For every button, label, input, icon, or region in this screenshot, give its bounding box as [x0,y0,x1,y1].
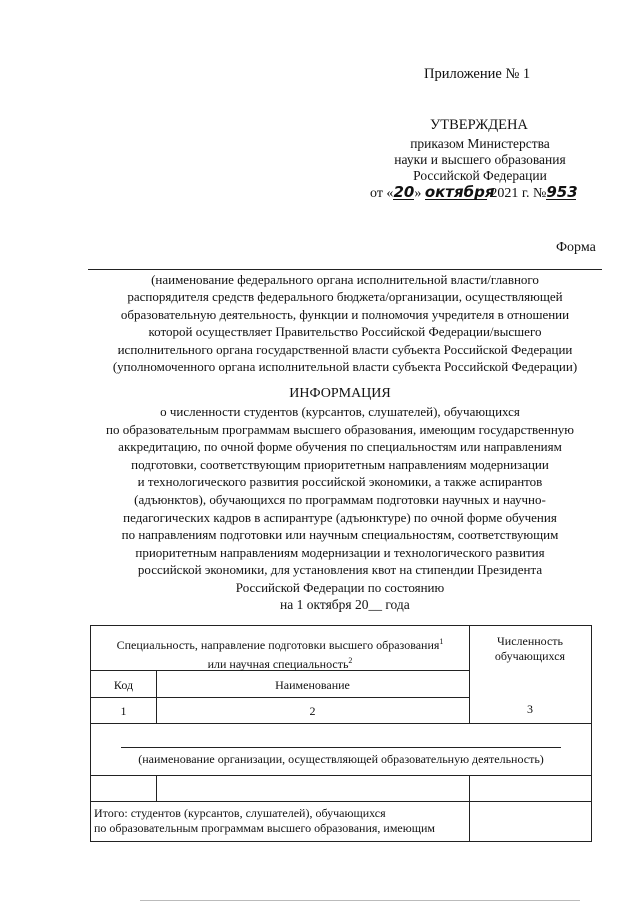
header-specialty: Специальность, направление подготовки высшего образования$^1$ или научная специальность$^2$ [116,637,444,671]
info-line: педагогических кадров в аспирантуре (адъюнктуре) по очной форме обучения [123,509,557,525]
info-line: Российской Федерации по состоянию [235,579,445,595]
quota-table [90,625,592,842]
info-line: по направлениям подготовки или научным специальностям, соответствующим [121,527,559,543]
caption-line: (уполномоченного органа исполнительной власти субъекта Российской Федерации) [112,359,578,375]
date-line: на 1 октября 20__ года [280,597,410,612]
org-name-line [121,747,561,748]
info-line: (адъюнктов), обучающихся по программам подготовки научных и научно- [134,491,546,507]
caption-line: распорядителя средств федерального бюджета/организации, осуществляющей [127,289,563,305]
caption-line: исполнительного органа государственной власти субъекта Российской Федерации [117,341,573,357]
info-line: подготовки, соответствующим приоритетным направлениям модернизации [131,456,549,472]
table-divider [469,801,470,841]
approval-line: приказом Министерства [410,136,550,151]
caption-line: которой осуществляет Правительство Российской Федерации/высшего [148,324,542,340]
table-divider [156,775,157,801]
info-line: по образовательным программам высшего образования, имеющим государственную [105,421,575,437]
info-line: о численности студентов (курсантов, слушателей), обучающихся [160,404,520,419]
column-number-2: 2 [309,704,316,718]
org-caption: (наименование организации, осуществляющей образовательную деятельность) [138,752,544,766]
table-divider [91,697,469,698]
form-label: Форма [556,240,596,255]
header-code: Код [113,678,134,692]
order-prefix: от « [370,186,394,201]
info-line: аккредитацию, по очной форме обучения по специальностям или направлениям [118,439,562,455]
header-name: Наименование [275,678,350,692]
info-line: российской экономики, для установления квот на стипендии Президента [137,562,543,578]
approval-title: УТВЕРЖДЕНА [430,117,528,133]
page-edge [140,900,580,901]
appendix-label: Приложение № 1 [424,66,531,82]
table-divider [91,723,591,724]
authority-name-line [88,269,602,270]
info-title: ИНФОРМАЦИЯ [289,386,391,401]
total-label: Итого: студентов (курсантов, слушателей), обучающихся по образовательным программам высшего образования, имеющим [94,806,435,835]
order-day-handwritten: 20 [393,183,415,201]
column-number-1: 1 [120,704,127,718]
header-count: Численность обучающихся [494,634,566,663]
order-day-close: » [414,186,422,201]
authority-caption [80,271,610,375]
order-month-handwritten: октября [424,183,495,201]
order-year: 2021 г. № [490,186,547,201]
info-line: приоритетным направлениям модернизации и технологического развития [135,544,545,560]
table-divider [91,775,591,776]
order-line [370,185,576,202]
approval-line: Российской Федерации [413,168,547,183]
info-line: и технологического развития российской экономики, а также аспирантов [137,474,543,490]
approval-lines [360,136,600,184]
column-number-3: 3 [527,702,533,716]
caption-line: образовательную деятельность, функции и полномочия учредителя в отношении [120,306,570,322]
table-divider [91,801,591,802]
info-body [60,403,620,597]
approval-line: науки и высшего образования [394,152,566,167]
order-number-handwritten: 953 [546,183,578,201]
table-divider [469,775,470,801]
caption-line: (наименование федерального органа исполнительной власти/главного [151,272,539,287]
